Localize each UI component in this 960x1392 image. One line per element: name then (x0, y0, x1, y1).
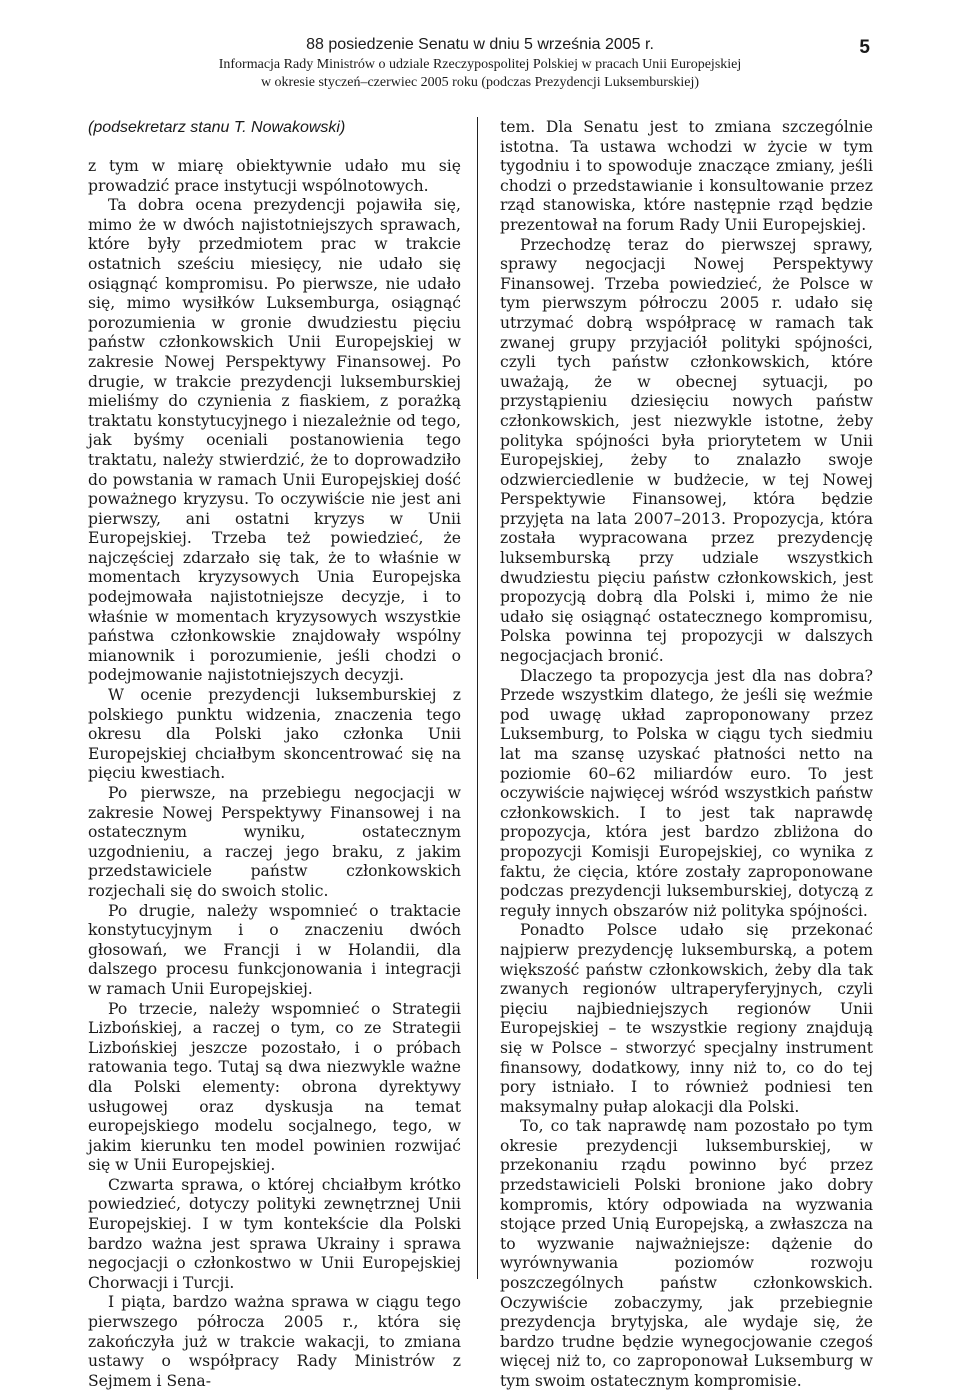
paragraph: Przechodzę teraz do pierwszej sprawy, sprawy negocjacji Nowej Perspektywy Finansowej. Trzeba powiedzieć, że Polsce w tym pierwszym półroczu 2005 r. udało się utrzymać dobrą współpracę w ramach tak zwanej grupy przyjaciół polityki spójności, czyli tych państw członkowskich, które uważają, że w obecnej sytuacji, po przystąpieniu dziesięciu nowych państw członkowskich, jest niezwykle istotne, żeby polityka spójności była priorytetem w Unii Europejskiej, żeby to znalazło swoje odzwierciedlenie w budżecie, w tej Nowej Perspektywie Finansowej, która będzie przyjęta na lata 2007–2013. Propozycja, która została wypracowana przez prezydencję luksemburską przy udziale wszystkich dwudziestu pięciu państw członkowskich, jest propozycją dobrą dla Polski i, mimo że nie udało się osiągnąć ostatecznego kompromisu, Polska powinna tej propozycji w dalszych negocjacjach bronić. (500, 235, 873, 666)
paragraph: I piąta, bardzo ważna sprawa w ciągu tego pierwszego półrocza 2005 r., która się zakończyła już w trakcie wakacji, to zmiana ustawy o współpracy Rady Ministrów z Sejmem i Sena- (88, 1293, 461, 1390)
paragraph: Dlaczego ta propozycja jest dla nas dobra? Przede wszystkim dlatego, że jeśli się weźmie pod uwagę układ zaproponowany przez Luksemburg, to Polska w ciągu tych siedmiu lat ma szansę uzyskać płatności netto na poziomie 60–62 miliardów euro. To jest oczywiście najwięcej wśród wszystkich państw członkowskich. I to jest tak naprawdę propozycja, która jest bardzo zbliżona do propozycji Komisji Europejskiej, co wynika z faktu, że cięcia, które zostały zaproponowane podczas prezydencji luksemburskiej, dotyczą z reguły innych obszarów niż polityka spójności. (500, 666, 873, 920)
paragraph: Ta dobra ocena prezydencji pojawiła się, mimo że w dwóch najistotniejszych sprawach, które były przedmiotem prac w trakcie ostatnich sześciu miesięcy, nie udało się osiągnąć kompromisu. Po pierwsze, nie udało się, mimo wysiłków Luksemburga, osiągnąć porozumienia w gronie dwudziestu pięciu państw członkowskich Unii Europejskiej w zakresie Nowej Perspektywy Finansowej. Po drugie, w trakcie prezydencji luksemburskiej mieliśmy do czynienia z fiaskiem, z porażką traktatu konstytucyjnego i niezależnie od tego, jak byśmy oceniali postanowienia tego traktatu, należy stwierdzić, że to doprowadziło do powstania w ramach Unii Europejskiej dość poważnego kryzysu. To oczywiście nie jest ani pierwszy, ani ostatni kryzys w Unii Europejskiej. Trzeba też powiedzieć, że najczęściej zdarzało się tak, że to właśnie w momentach kryzysowych Unia Europejska podejmowała najistotniejsze decyzje, i to właśnie w momentach kryzysowych wszystkie państwa członkowskie znajdowały wspólny mianownik i porozumienie, jeśli chodzi o podejmowanie najistotniejszych decyzji. (88, 196, 461, 685)
right-column (500, 118, 873, 1392)
paragraph: z tym w miarę obiektywnie udało mu się prowadzić prace instytucji wspólnotowych. (88, 157, 461, 195)
paragraph: W ocenie prezydencji luksemburskiej z polskiego punktu widzenia, znaczenia tego okresu dla Polski jako członka Unii Europejskiej chciałbym skoncentrować się na pięciu kwestiach. (88, 686, 461, 783)
paragraph: tem. Dla Senatu jest to zmiana szczególnie istotna. Ta ustawa wchodzi w życie w tym tygodniu i to spowoduje znaczące zmiany, jeśli chodzi o przedstawianie i konsultowanie przez rząd stanowiska, które następnie rząd będzie prezentował na forum Rady Unii Europejskiej. (500, 118, 873, 234)
paragraph: Po trzecie, należy wspomnieć o Strategii Lizbońskiej, a raczej o tym, co ze Strategii Lizbońskiej jeszcze pozostało, i o próbach ratowania tego. Tutaj są dwa niezwykle ważne dla Polski elementy: obrona dyrektywy usługowej oraz dyskusja na temat europejskiego modelu socjalnego, tego, w jakim kierunku ten model powinien rozwijać się w Unii Europejskiej. (88, 999, 461, 1175)
header-subtitle-line-2: w okresie styczeń–czerwiec 2005 roku (podczas Prezydencji Luksemburskiej) (260, 75, 700, 90)
page-number: 5 (859, 37, 870, 58)
speaker-label: (podsekretarz stanu T. Nowakowski) (88, 119, 346, 136)
paragraph: Czwarta sprawa, o której chciałbym krótko powiedzieć, dotyczy polityki zewnętrznej Unii Europejskiej. I w tym kontekście dla Polski bardzo ważna jest sprawa Ukrainy i sprawa negocjacji o członkostwo w Unii Europejskiej Chorwacji i Turcji. (88, 1175, 461, 1292)
paragraph: Po pierwsze, na przebiegu negocjacji w zakresie Nowej Perspektywy Finansowej i na ostatecznym wyniku, ostatecznym uzgodnieniu, a raczej jego braku, z jakim przedstawiciele państw członkowskich rozjechali się do swoich stolic. (88, 784, 461, 900)
header-subtitle-line-1: Informacja Rady Ministrów o udziale Rzeczypospolitej Polskiej w pracach Unii Europejskiej (218, 57, 742, 72)
header-title: 88 posiedzenie Senatu w dniu 5 września 2005 r. (306, 36, 654, 53)
paragraph: Ponadto Polsce udało się przekonać najpierw prezydencję luksemburską, a potem większość państw członkowskich, żeby dla tak zwanych regionów ultraperyferyjnych, czyli pięciu najbiedniejszych regionów Unii Europejskiej – te wszystkie regiony znajdują się w Polsce – stworzyć specjalny instrument finansowy, dodatkowy, inny niż to, co do tej pory istniało. I to również podniesi ten maksymalny pułap alokacji dla Polski. (500, 921, 873, 1116)
paragraph: Po drugie, należy wspomnieć o traktacie konstytucyjnym i o znaczeniu dwóch głosowań, we Francji i w Holandii, dla dalszego procesu funkcjonowania i integracji w ramach Unii Europejskiej. (88, 901, 461, 998)
page-header (0, 35, 960, 95)
paragraph: To, co tak naprawdę nam pozostało po tym okresie prezydencji luksemburskiej, w przekonaniu rządu powinno być przez przedstawicieli Polski bronione jako dobry kompromis, który odpowiada na wyzwania stojące przed Unią Europejską, a zwłaszcza na to wyzwanie najważniejsze: dążenie do wyrównywania poziomów rozwoju poszczególnych państw członkowskich. Oczywiście zobaczymy, jak przebiegnie prezydencja brytyjska, ale wydaje się, że bardzo trudne będzie wynegocjowanie czegoś więcej niż to, co zaproponował Luksemburg w tym swoim ostatecznym kompromisie. (500, 1117, 873, 1390)
column-divider (477, 117, 478, 1279)
left-column (88, 118, 461, 1391)
